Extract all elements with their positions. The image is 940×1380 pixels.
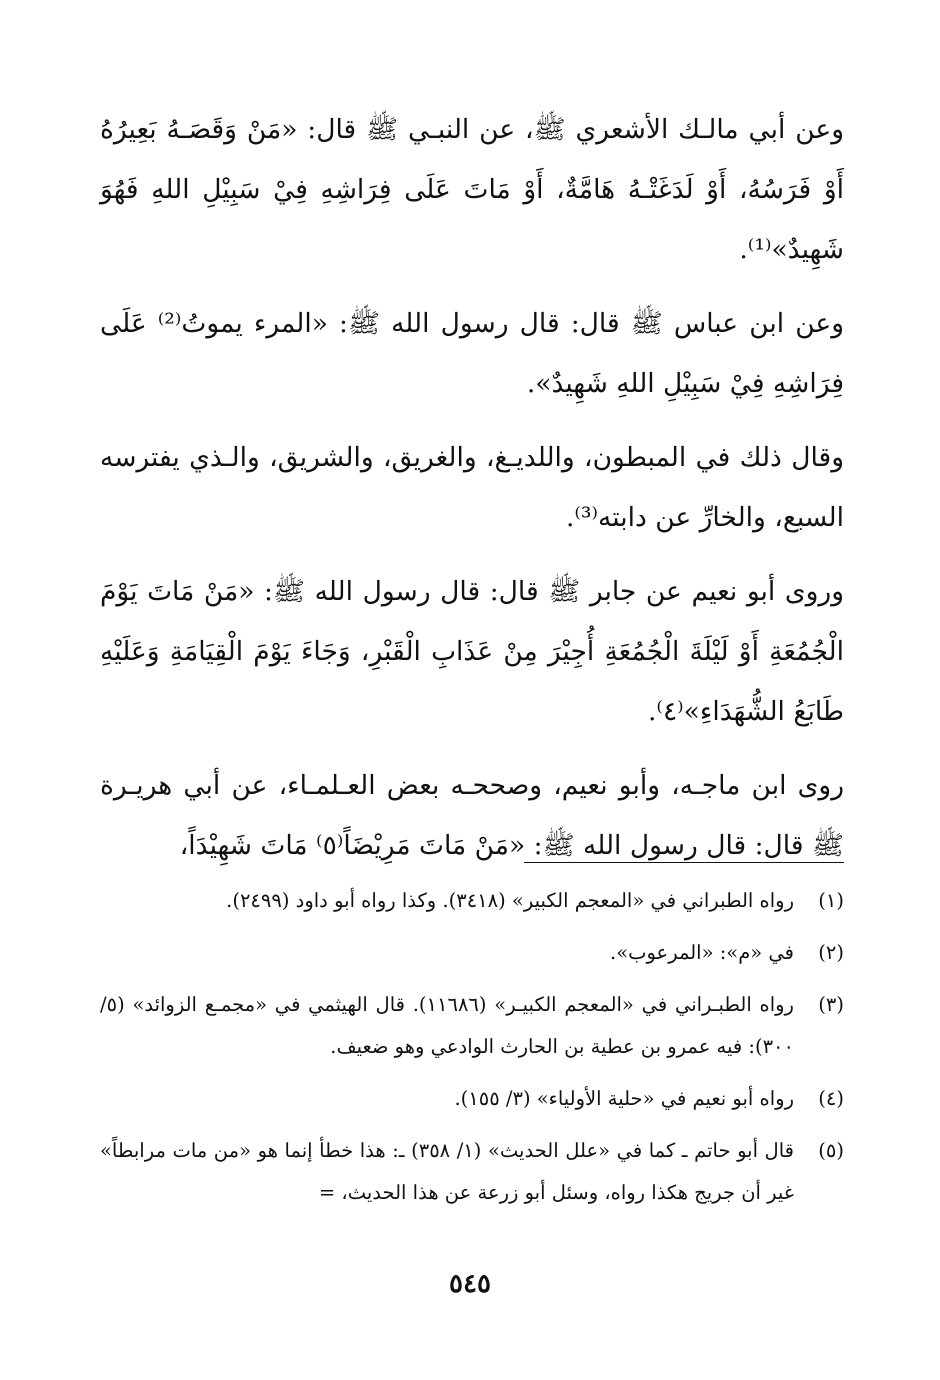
footnote-number: (٣) (818, 993, 844, 1016)
footnote-2 (100, 932, 844, 974)
footnote-number: (٤) (818, 1087, 844, 1110)
footnote-text: رواه أبو نعيم في «حلية الأولياء» (٣/ ١٥٥). (454, 1087, 794, 1110)
footnote-text: قال أبو حاتم ـ كما في «علل الحديث» (١/ ٣٥٨) ـ: هذا خطأ إنما هو «من مات مرابطاً» غير أن جريج هكذا رواه، وسئل أبو زرعة عن هذا الحديث، = (100, 1139, 794, 1204)
footnote-text: في «م»: «المرعوب». (610, 941, 794, 964)
page-number: ٥٤٥ (449, 1269, 491, 1299)
footnote-5 (100, 1130, 844, 1214)
footnote-text: رواه الطبراني في «المعجم الكبير» (٣٤١٨). وكذا رواه أبو داود (٢٤٩٩). (226, 889, 794, 912)
main-text (100, 100, 844, 876)
footnotes (100, 880, 844, 1224)
footnote-4 (100, 1078, 844, 1120)
paragraph-4: وروى أبو نعيم عن جابر ﷺ قال: قال رسول الله ﷺ: «مَنْ مَاتَ يَوْمَ الْجُمُعَةِ أَوْ لَيْلَةَ الْجُمُعَةِ أُجِيْرَ مِنْ عَذَابِ الْقَبْرِ، وَجَاءَ يَوْمَ الْقِيَامَةِ وَعَلَيْهِ طَابَعُ الشُّهَدَاءِ»⁽٤⁾. (100, 576, 844, 727)
paragraph-1: وعن أبي مالـك الأشعري ﷺ، عن النبـي ﷺ قال: «مَنْ وَقَصَـهُ بَعِيرُهُ أَوْ فَرَسُهُ، أَوْ لَدَغَتْـهُ هَامَّةٌ، أَوْ مَاتَ عَلَى فِرَاشِهِ فِيْ سَبِيْلِ اللهِ فَهُوَ شَهِيدٌ»⁽¹⁾. (100, 114, 844, 265)
footnote-text: رواه الطبـراني في «المعجم الكبيـر» (١١٦٨٦). قال الهيثمي في «مجمـع الزوائد» (٥/ ٣٠٠): فيه عمرو بن عطية بن الحارث الوادعي وهو ضعيف. (100, 993, 794, 1058)
paragraph-3: وقال ذلك في المبطون، واللديـغ، والغريق، والشريق، والـذي يفترسه السبع، والخارِّ عن دابته⁽³⁾. (100, 442, 844, 533)
footnote-number: (٥) (818, 1139, 844, 1162)
footnote-3 (100, 984, 844, 1068)
footnote-divider (524, 862, 844, 863)
footnote-1 (100, 880, 844, 922)
paragraph-5: روى ابن ماجـه، وأبو نعيم، وصححـه بعض العـلمـاء، عن أبي هريـرة ﷺ قال: قال رسول الله ﷺ: «مَنْ مَاتَ مَرِيْضَاً⁽٥⁾ مَاتَ شَهِيْدَاً، (100, 770, 844, 861)
footnote-number: (١) (818, 889, 844, 912)
paragraph-2: وعن ابن عباس ﷺ قال: قال رسول الله ﷺ: «المرء يموتُ⁽²⁾ عَلَى فِرَاشِهِ فِيْ سَبِيْلِ اللهِ شَهِيدٌ». (100, 308, 845, 399)
footnote-number: (٢) (818, 941, 844, 964)
